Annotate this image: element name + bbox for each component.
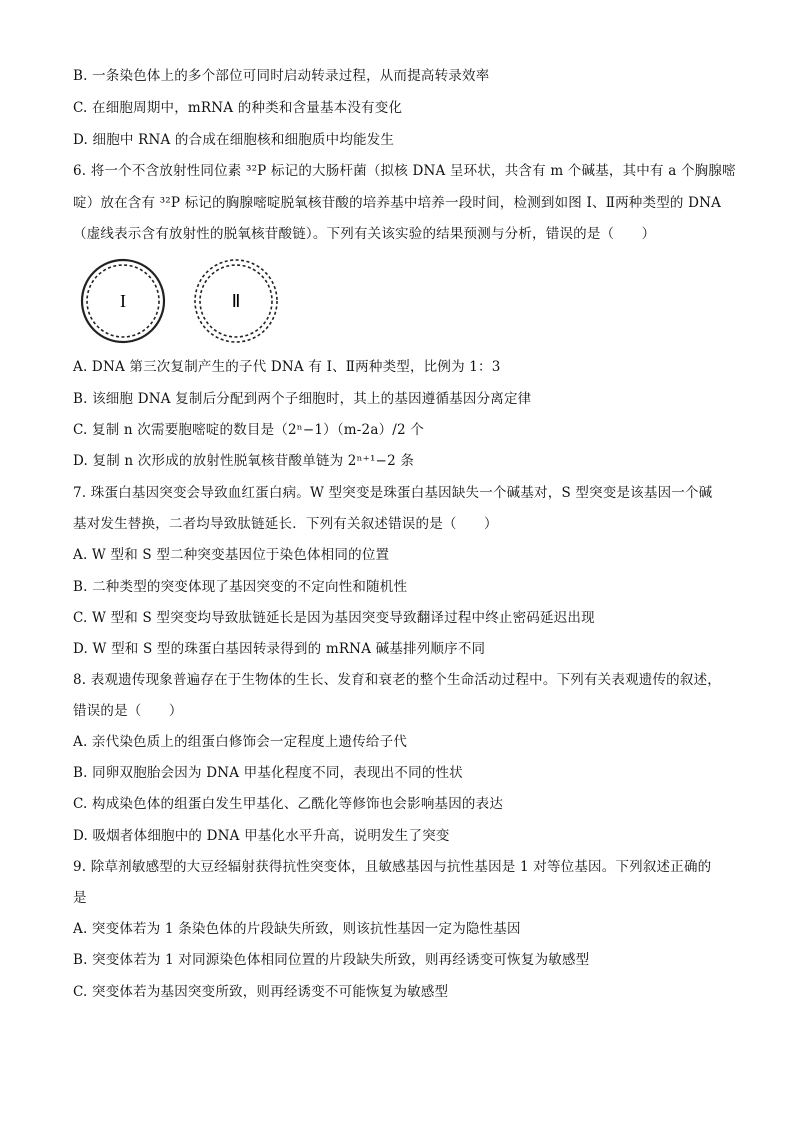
q6-stem-line-1: 6. 将一个不含放射性同位素 ³²P 标记的大肠杆菌（拟核 DNA 呈环状，共含有 m 个碱基，其中有 a 个胸腺嘧 <box>73 163 736 179</box>
q9-stem-line-2: 是 <box>73 890 87 906</box>
q6-option-a: A. DNA 第三次复制产生的子代 DNA 有 I、Ⅱ两种类型，比例为 1：3 <box>73 359 501 375</box>
q7-option-c: C. W 型和 S 型突变均导致肽链延长是因为基因突变导致翻译过程中终止密码延迟出现 <box>73 610 595 626</box>
dna-type-2-diagram <box>195 260 277 342</box>
q9-option-a: A. 突变体若为 1 条染色体的片段缺失所致，则该抗性基因一定为隐性基因 <box>73 921 521 937</box>
q8-option-b: B. 同卵双胞胎会因为 DNA 甲基化程度不同，表现出不同的性状 <box>73 765 463 781</box>
q7-stem-line-2: 基对发生替换，二者均导致肽链延长．下列有关叙述错误的是（ ） <box>73 516 498 532</box>
q6-stem-line-2: 啶）放在含有 ³²P 标记的胸腺嘧啶脱氧核苷酸的培养基中培养一段时间，检测到如图 I、Ⅱ两种类型的 DNA <box>73 195 722 211</box>
q5-option-c: C. 在细胞周期中，mRNA 的种类和含量基本没有变化 <box>73 100 403 116</box>
q7-option-d: D. W 型和 S 型的珠蛋白基因转录得到的 mRNA 碱基排列顺序不同 <box>73 641 486 657</box>
q6-stem-line-3: （虚线表示含有放射性的脱氧核苷酸链）。下列有关该实验的结果预测与分析，错误的是（ ） <box>73 226 656 242</box>
q5-option-d: D. 细胞中 RNA 的合成在细胞核和细胞质中均能发生 <box>73 132 395 148</box>
q7-option-a: A. W 型和 S 型二种突变基因位于染色体相同的位置 <box>73 547 390 563</box>
q8-option-c: C. 构成染色体的组蛋白发生甲基化、乙酰化等修饰也会影响基因的表达 <box>73 796 504 812</box>
dna-type-1-diagram <box>82 260 164 342</box>
q6-option-d: D. 复制 n 次形成的放射性脱氧核苷酸单链为 2ⁿ⁺¹−2 条 <box>73 453 415 469</box>
q6-option-b: B. 该细胞 DNA 复制后分配到两个子细胞时，其上的基因遵循基因分离定律 <box>73 391 532 407</box>
q8-option-d: D. 吸烟者体细胞中的 DNA 甲基化水平升高，说明发生了突变 <box>73 828 450 844</box>
dna-type-1-label: I <box>120 291 126 311</box>
q6-option-c: C. 复制 n 次需要胞嘧啶的数目是（2ⁿ−1）（m-2a）/2 个 <box>73 422 425 438</box>
q9-option-b: B. 突变体若为 1 对同源染色体相同位置的片段缺失所致，则再经诱变可恢复为敏感型 <box>73 952 590 968</box>
dna-type-2-label: Ⅱ <box>231 291 241 311</box>
q9-option-c: C. 突变体若为基因突变所致，则再经诱变不可能恢复为敏感型 <box>73 984 449 1000</box>
q9-stem-line-1: 9. 除草剂敏感型的大豆经辐射获得抗性突变体，且敏感基因与抗性基因是 1 对等位基因。下列叙述正确的 <box>73 859 712 875</box>
q8-stem-line-1: 8. 表观遗传现象普遍存在于生物体的生长、发育和衰老的整个生命活动过程中。下列有关表观遗传的叙述， <box>73 672 721 688</box>
q8-option-a: A. 亲代染色质上的组蛋白修饰会一定程度上遗传给子代 <box>73 734 408 750</box>
q8-stem-line-2: 错误的是（ ） <box>73 703 183 719</box>
q7-stem-line-1: 7. 珠蛋白基因突变会导致血红蛋白病。W 型突变是珠蛋白基因缺失一个碱基对，S 型突变是该基因一个碱 <box>73 485 713 501</box>
q7-option-b: B. 二种类型的突变体现了基因突变的不定向性和随机性 <box>73 579 408 595</box>
q5-option-b: B. 一条染色体上的多个部位可同时启动转录过程，从而提高转录效率 <box>73 68 490 84</box>
dna-ring-figure <box>78 258 288 348</box>
